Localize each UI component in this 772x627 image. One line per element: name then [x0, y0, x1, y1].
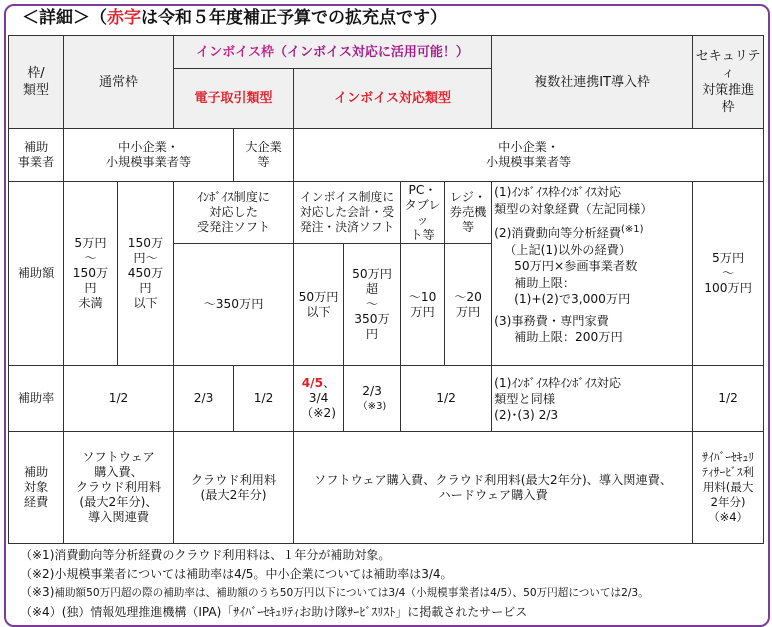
header-invoice-type: インボイス対応類型 [294, 69, 492, 129]
rate-inv-a [294, 366, 344, 432]
amount-normal-b: 150万 円～ 450万 円 以下 [118, 182, 174, 366]
title-red-word: 赤字 [107, 8, 141, 28]
amount-inv-head1: インボイス制度に 対応した会計・受 発注・決済ソフト [294, 182, 401, 244]
footnote-2: （※2)小規模事業者については補助率は4/5。中小企業については補助率は3/4。 [20, 566, 453, 581]
rate-inv-c: 1/2 [401, 366, 492, 432]
business-large: 大企業 等 [234, 129, 294, 182]
multi-line-7: (1)+(2)で3,000万円 [514, 292, 631, 307]
amount-inv-head3: レジ・ 券売機 等 [445, 182, 492, 244]
footnote-3-text: 補助額50万円超の際の補助率は、補助額のうち50万円以下については3/4（小規模事業者は4/5）、50万円超については2/3。 [54, 587, 649, 599]
header-ecommerce: 電子取引類型 [174, 69, 294, 129]
amount-ec-value: ～350万円 [174, 244, 294, 366]
amount-normal-a: 5万円 ～ 150万 円 未満 [64, 182, 118, 366]
rate-multi-line-1: (1)ｲﾝﾎﾞｲｽ枠ｲﾝﾎﾞｲｽ対応 [494, 375, 622, 390]
header-category: 枠/ 類型 [9, 36, 64, 129]
rate-multi-line-3: (2)･(3) 2/3 [494, 407, 559, 422]
business-sme-wide: 中小企業・ 小規模事業者等 [294, 129, 764, 182]
multi-line-8: (3)事務費・専門家費 [494, 313, 609, 328]
page-title [22, 6, 447, 30]
multi-line-3-note: (※1) [621, 224, 644, 235]
multi-line-6: 補助上限： [514, 275, 576, 290]
footnote-1: （※1)消費動向等分析経費のクラウド利用料は、１年分が補助対象。 [20, 548, 391, 562]
row-label-expenses: 補助 対象 経費 [9, 432, 64, 544]
rate-inv-rest: 、3/4 （※2) [301, 376, 336, 420]
rate-inv-b [344, 366, 401, 432]
rate-ec-large: 1/2 [234, 366, 294, 432]
amount-inv-v1: 50万円 以下 [294, 244, 344, 366]
multi-line-3 [494, 222, 690, 242]
row-label-business: 補助 事業者 [9, 129, 64, 182]
multi-line-9: 補助上限：200万円 [514, 330, 623, 345]
row-label-amount: 補助額 [9, 182, 64, 366]
multi-line-1: (1)ｲﾝﾎﾞｲｽ枠ｲﾝﾎﾞｲｽ対応 [494, 185, 622, 199]
amount-inv-head2: PC・ タブレッ ト等 [401, 182, 445, 244]
footnote-4: （※4）(独）情報処理推進機構（IPA)「ｻｲﾊﾞｰｾｷｭﾘﾃｨお助け隊ｻｰﾋﾞｽﾘｽﾄ」に掲載されたサービス [20, 604, 528, 619]
title-suffix: は令和５年度補正予算での拡充点です） [141, 8, 447, 28]
multi-line-2: 類型の対象経費（左記同様） [494, 201, 653, 216]
rate-multi [492, 366, 693, 432]
rate-inv-b-value: 2/3 [362, 383, 382, 398]
header-invoice-frame [174, 36, 492, 69]
expenses-ec: クラウド利用料 (最大2年分) [174, 432, 294, 544]
multi-line-4: （上記(1)以外の経費） [504, 242, 632, 257]
expenses-normal: ソフトウェア 購入費、 クラウド利用料 (最大2年分)、 導入関連費 [64, 432, 174, 544]
footnote-3-mark: （※3) [20, 585, 55, 599]
amount-inv-v4: ～20 万円 [445, 244, 492, 366]
expenses-inv: ソフトウェア購入費、クラウド利用料(最大2年分)、導入関連費、 ハードウェア購入費 [294, 432, 693, 544]
rate-normal: 1/2 [64, 366, 174, 432]
rate-inv-b-note: （※3) [357, 400, 387, 412]
rate-ec-sme: 2/3 [174, 366, 234, 432]
amount-inv-v2: 50万円 超 ～ 350万 円 [344, 244, 401, 366]
rate-security: 1/2 [693, 366, 764, 432]
multi-line-5: 50万円×参画事業者数 [514, 259, 638, 274]
amount-multi [492, 182, 693, 366]
multi-line-3-text: (2)消費動向等分析経費 [494, 226, 622, 241]
invoice-frame-sub: （インボイス対応に活用可能！） [274, 44, 469, 60]
invoice-frame-main: インボイス枠 [196, 44, 275, 60]
amount-inv-v3: ～10 万円 [401, 244, 445, 366]
detail-table [8, 35, 764, 544]
footnotes [20, 546, 649, 621]
amount-security: 5万円 ～ 100万円 [693, 182, 764, 366]
header-multi: 複数社連携IT導入枠 [492, 36, 693, 129]
business-sme: 中小企業・ 小規模事業者等 [64, 129, 234, 182]
header-normal: 通常枠 [64, 36, 174, 129]
amount-ec-head: ｲﾝﾎﾞｲｽ制度に 対応した 受発注ソフト [174, 182, 294, 244]
expenses-security: ｻｲﾊﾞｰｾｷｭﾘ ﾃｨｻｰﾋﾞｽ利 用料(最大 2年分) （※4） [693, 432, 764, 544]
footnote-3 [20, 583, 649, 603]
rate-inv-red: 4/5 [301, 376, 324, 390]
row-label-rate: 補助率 [9, 366, 64, 432]
title-prefix: ＜詳細＞（ [22, 8, 107, 28]
rate-multi-line-2: 類型と同様 [494, 391, 556, 406]
header-security: セキュリティ 対策推進 枠 [693, 36, 764, 129]
